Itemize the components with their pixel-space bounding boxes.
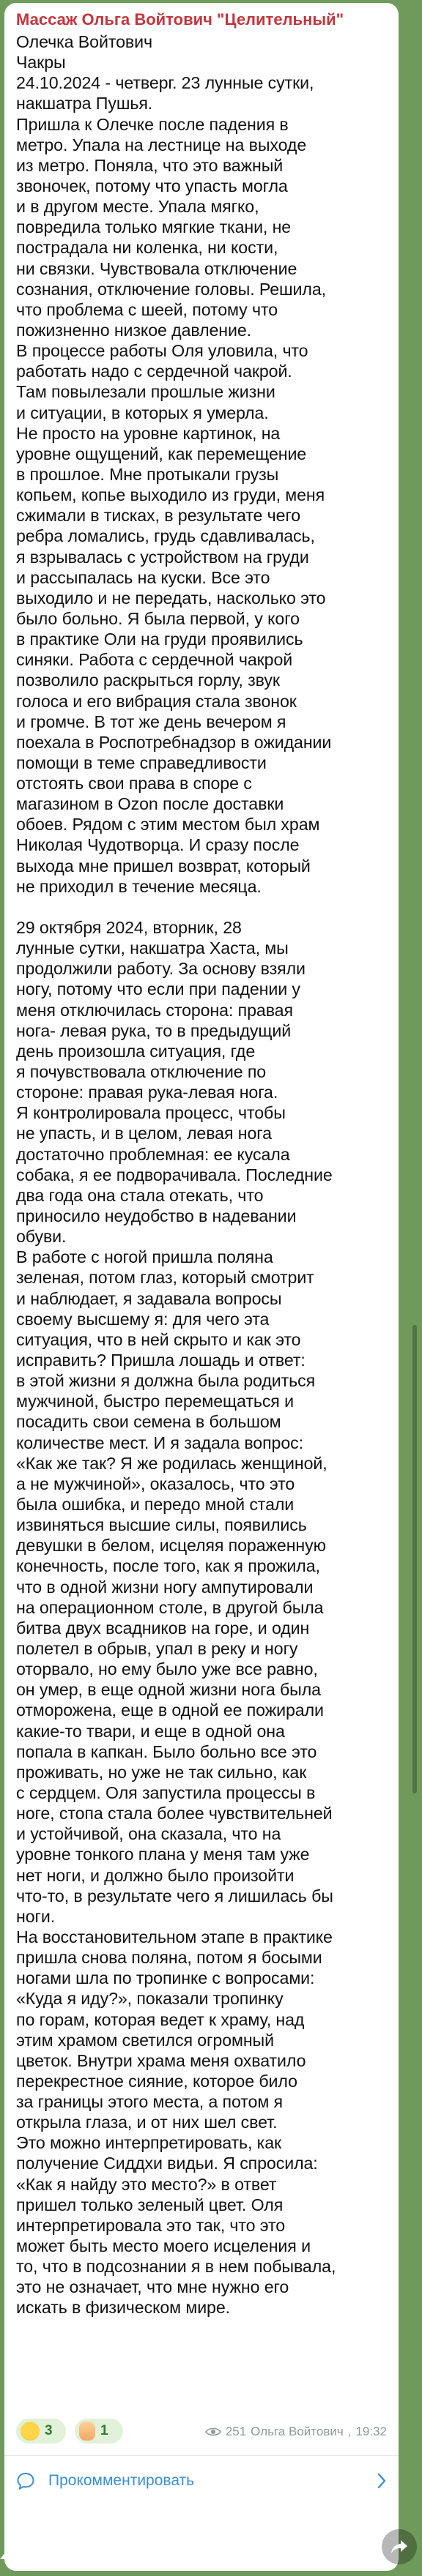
message-line: звоночек, потому что упасть могла: [16, 176, 288, 195]
message-line: в практике Оли на груди проявились: [16, 630, 303, 649]
message-line: не приходил в течение месяца.: [16, 876, 262, 896]
message-line: по горам, которая ведет к храму, над: [16, 2009, 305, 2029]
bubble-tail: [0, 2546, 10, 2559]
message-line: сознания, отключение головы. Решила,: [16, 279, 326, 299]
message-line: повредила только мягкие ткани, не: [16, 217, 292, 237]
message-line: из метро. Поняла, что это важный: [16, 155, 284, 175]
message-line: и в другом месте. Упала мягко,: [16, 197, 259, 217]
message-line: в этой жизни я должна была родиться: [16, 1371, 316, 1391]
message-line: накшатра Пушья.: [16, 94, 153, 113]
message-line: лунные сутки, накшатра Хаста, мы: [16, 938, 289, 958]
reaction-count: 3: [45, 2423, 53, 2438]
comment-icon: [16, 2471, 35, 2490]
message-line: пришел только зеленый цвет. Оля: [16, 2195, 284, 2214]
message-line: Там повылезали прошлые жизни: [16, 382, 275, 402]
message-line: в прошлое. Мне протыкали грузы: [16, 464, 279, 484]
message-line: Николая Чудотворца. И сразу после: [16, 835, 300, 855]
message-line: меня отключилась сторона: правая: [16, 1000, 293, 1020]
message-line: день произошла ситуация, где: [16, 1041, 256, 1061]
message-line: метро. Упала на лестнице на выходе: [16, 135, 307, 154]
message-line: была ошибка, и передо мной стали: [16, 1494, 295, 1514]
message-line: с сердцем. Оля запустила процессы в: [16, 1782, 316, 1802]
message-line: зеленая, потом глаз, который смотрит: [16, 1268, 314, 1288]
message-line: [16, 897, 387, 917]
message-line: Чакры: [16, 53, 66, 72]
message-line: голоса и его вибрация стала звонок: [16, 691, 297, 711]
message-line: ноги.: [16, 1906, 56, 1926]
message-line: два года она стала отекать, что: [16, 1185, 264, 1205]
comment-button[interactable]: [16, 2465, 387, 2497]
message-line: этим храмом светился огромный: [16, 2030, 274, 2050]
message-line: пострадала ни коленка, ни кости,: [16, 238, 278, 258]
message-line: уровне ощущений, как перемещение: [16, 444, 307, 463]
message-line: синяки. Работа с сердечной чакрой: [16, 650, 293, 670]
message-line: на операционном столе, в другой была: [16, 1597, 324, 1617]
grinning-face-icon: [21, 2422, 40, 2441]
message-line: открыла глаза, и от них шел свет.: [16, 2113, 278, 2132]
message-line: «Как же так? Я же родилась женщиной,: [16, 1453, 327, 1473]
message-line: пожизненно низкое давление.: [16, 320, 251, 340]
message-line: копьем, копье выходило из груди, меня: [16, 485, 325, 505]
reaction-count: 1: [100, 2423, 108, 2438]
message-line: попала в капкан. Было больно все это: [16, 1741, 317, 1761]
message-line: и громче. В тот же день вечером я: [16, 712, 286, 731]
message-line: На восстановительном этапе в практике: [16, 1927, 333, 1946]
message-line: позволило раскрыться горлу, звук: [16, 671, 280, 690]
message-line: своему высшему я: для чего эта: [16, 1309, 270, 1329]
message-line: «Куда я иду?», показали тропинку: [16, 1989, 284, 2009]
chevron-right-icon: [377, 2471, 387, 2490]
message-line: Олечка Войтович: [16, 32, 152, 51]
message-line: извиняться высшие силы, появились: [16, 1515, 307, 1535]
message-line: помощи в теме справедливости: [16, 753, 267, 772]
message-line: проживать, но уже не так сильно, как: [16, 1762, 307, 1782]
message-line: поехала в Роспотребнадзор в ожидании: [16, 732, 332, 752]
message-line: приносило неудобство в надевании: [16, 1206, 297, 1226]
message-line: цветок. Внутри храма меня охватило: [16, 2050, 306, 2070]
share-button[interactable]: [382, 2529, 417, 2564]
message-line: искать в физическом мире.: [16, 2298, 230, 2318]
message-line: Не просто на уровне картинок, на: [16, 423, 281, 443]
message-line: Пришла к Олечке после падения в: [16, 114, 289, 134]
message-line: ситуация, что в ней скрыто и как это: [16, 1329, 301, 1349]
message-line: выхода мне пришел возврат, который: [16, 856, 311, 876]
message-line: Я контролировала процесс, чтобы: [16, 1103, 286, 1123]
message-line: посадить свои семена в большом: [16, 1412, 281, 1432]
message-line: 24.10.2024 - четверг. 23 лунные сутки,: [16, 73, 314, 93]
message-footer: [16, 2417, 387, 2446]
view-count: 251: [225, 2424, 247, 2438]
message-line: пришла снова поляна, потом я босыми: [16, 1948, 322, 1968]
message-line: отстоять свои права в споре с: [16, 774, 252, 794]
message-line: за границы этого места, а потом я: [16, 2092, 283, 2112]
message-line: получение Сиддхи видьи. Я спросила:: [16, 2154, 318, 2173]
message-line: Это можно интерпретировать, как: [16, 2133, 282, 2153]
message-time: 19:32: [355, 2424, 387, 2438]
message-line: уровне тонкого плана у меня там уже: [16, 1845, 310, 1864]
message-line: В работе с ногой пришла поляна: [16, 1247, 273, 1267]
message-line: достаточно проблемная: ее кусала: [16, 1144, 290, 1164]
message-line: ни связки. Чувствовала отключение: [16, 258, 297, 278]
message-line: битва двух всадников на горе, и один: [16, 1618, 310, 1638]
message-line: и ситуации, в которых я умерла.: [16, 403, 269, 422]
message-line: обоев. Рядом с этим местом был храм: [16, 815, 320, 835]
message-meta: 251 Ольга Войтович , 19:32: [205, 2424, 387, 2439]
message-line: В процессе работы Оля уловила, что: [16, 341, 308, 361]
message-line: это не означает, что мне нужно его: [16, 2277, 289, 2297]
message-line: отморожена, еще в одной ее пожирали: [16, 1700, 324, 1720]
message-line: оторвало, но ему было уже все равно,: [16, 1660, 318, 1679]
message-line: и наблюдает, я задавала вопросы: [16, 1288, 282, 1308]
message-line: что-то, в результате чего я лишилась бы: [16, 1886, 333, 1905]
message-line: нога- левая рука, то в предыдущий: [16, 1020, 292, 1040]
message-line: ребра ломались, грудь сдавливалась,: [16, 526, 315, 546]
message-line: продолжили работу. За основу взяли: [16, 959, 306, 979]
message-line: он умер, в еще одной жизни нога была: [16, 1680, 321, 1700]
message-line: собака, я ее подворачивала. Последние: [16, 1165, 333, 1184]
message-line: интерпретировала это так, что это: [16, 2215, 286, 2235]
scrollbar[interactable]: [412, 1325, 417, 1793]
message-line: какие-то твари, и еще в одной она: [16, 1721, 285, 1741]
reaction-thumbs-up[interactable]: [75, 2419, 123, 2444]
message-line: стороне: правая рука-левая нога.: [16, 1083, 278, 1102]
share-arrow-icon: [390, 2539, 408, 2555]
message-line: магазином в Ozon после доставки: [16, 794, 284, 814]
message-line: «Как я найду это место?» в ответ: [16, 2174, 277, 2194]
message-line: работать надо с сердечной чакрой.: [16, 362, 292, 381]
message-line: обуви.: [16, 1227, 67, 1247]
message-line: что в одной жизни ногу ампутировали: [16, 1577, 314, 1597]
message-line: полетел в обрыв, упал в реку и ногу: [16, 1638, 298, 1658]
message-line: мужчиной, быстро перемещаться и: [16, 1392, 294, 1411]
message-line: перекрестное сияние, которое било: [16, 2071, 297, 2091]
message-line: количестве мест. И я задала вопрос:: [16, 1433, 303, 1452]
message-line: и рассыпалась на куски. Все это: [16, 567, 270, 587]
message-line: не упасть, и в целом, левая нога: [16, 1124, 272, 1143]
message-line: а не мужчиной», оказалось, что это: [16, 1474, 295, 1493]
message-line: сжимали в тисках, в результате чего: [16, 506, 301, 526]
author-signature: Ольга Войтович: [251, 2424, 344, 2438]
channel-name[interactable]: Массаж Ольга Войтович "Целительный": [16, 10, 344, 29]
eye-icon: [205, 2427, 221, 2437]
message-line: было больно. Я была первой, у кого: [16, 608, 300, 628]
message-line: ноге, стопа стала более чувствительней: [16, 1804, 333, 1823]
message-line: что проблема с шеей, потому что: [16, 299, 278, 319]
message-line: ногами шла по тропинке с вопросами:: [16, 1968, 315, 1988]
message-line: выходило и не передать, насколько это: [16, 588, 326, 608]
message-line: то, что в подсознании я в нем побывала,: [16, 2257, 336, 2277]
message-line: может быть место моего исцеления и: [16, 2236, 311, 2256]
message-line: исправить? Пришла лошадь и ответ:: [16, 1351, 306, 1370]
reaction-grinning[interactable]: [16, 2419, 66, 2444]
comment-label: Прокомментировать: [48, 2472, 195, 2489]
message-line: нет ноги, и должно было произойти: [16, 1865, 295, 1885]
message-line: я взрывалась с устройством на груди: [16, 547, 309, 567]
thumbs-up-icon: [79, 2422, 95, 2441]
message-line: и устойчивой, она сказала, что на: [16, 1824, 281, 1844]
message-line: я почувствовала отключение по: [16, 1062, 267, 1082]
message-line: 29 октября 2024, вторник, 28: [16, 918, 242, 938]
message-line: девушки в белом, исцеляя пораженную: [16, 1536, 326, 1556]
message-line: ногу, потому что если при падении у: [16, 979, 300, 999]
message-line: конечность, после того, как я прожила,: [16, 1556, 320, 1576]
divider: [4, 2455, 399, 2456]
message-bubble[interactable]: [4, 3, 399, 2571]
message-text: [16, 31, 387, 2374]
